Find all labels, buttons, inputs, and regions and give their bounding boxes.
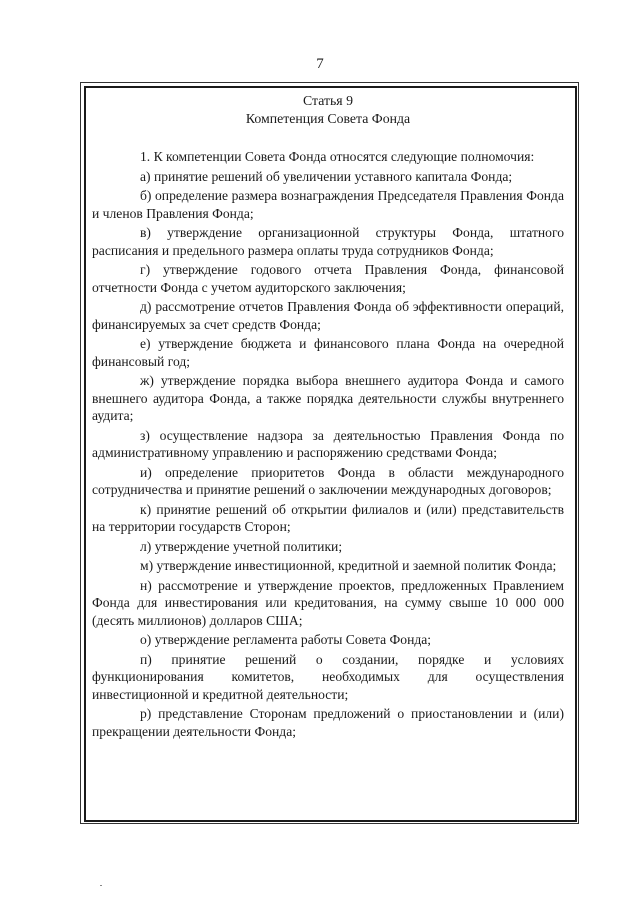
- list-item-i: и) определение приоритетов Фонда в области международного сотрудничества и принятие решений о заключении международных договоров;: [92, 464, 564, 497]
- list-item-b: б) определение размера вознаграждения Председателя Правления Фонда и членов Правления Фонда;: [92, 188, 564, 221]
- list-item-g: г) утверждение годового отчета Правления Фонда, финансовой отчетности Фонда с учетом аудиторского заключения;: [92, 262, 564, 295]
- list-item-d: д) рассмотрение отчетов Правления Фонда об эффективности операций, финансируемых за счет средств Фонда;: [92, 299, 564, 332]
- list-item-a: а) принятие решений об увеличении уставного капитала Фонда;: [140, 168, 513, 184]
- list-item-v: в) утверждение организационной структуры Фонда, штатного расписания и предельного размера оплаты труда сотрудников Фонда;: [92, 225, 564, 258]
- page-number: 7: [316, 56, 324, 72]
- list-item-l: л) утверждение учетной политики;: [140, 538, 343, 554]
- list-item-r: р) представление Сторонам предложений о приостановлении и (или) прекращении деятельности Фонда;: [92, 706, 564, 739]
- list-item-k: к) принятие решений об открытии филиалов и (или) представительств на территории государств Сторон;: [92, 501, 564, 534]
- document-body: [92, 92, 564, 742]
- article-heading: [92, 92, 564, 128]
- article-title: Статья 9: [302, 93, 353, 108]
- list-item-m: м) утверждение инвестиционной, кредитной и заемной политик Фонда;: [140, 558, 557, 573]
- list-item-n: н) рассмотрение и утверждение проектов, предложенных Правлением Фонда для инвестирования или кредитования, на сумму свыше 10 000 000 (десять миллионов) долларов США;: [92, 577, 564, 628]
- list-item-o: о) утверждение регламента работы Совета Фонда;: [140, 632, 432, 647]
- scan-artifact: [100, 885, 102, 886]
- article-subtitle: Компетенция Совета Фонда: [245, 111, 411, 126]
- list-item-p: п) принятие решений о создании, порядке и условиях функционирования комитетов, необходимых для осуществления инвестиционной и кредитной деятельности;: [92, 651, 564, 702]
- list-item-z: з) осуществление надзора за деятельностью Правления Фонда по административному управлению и распоряжению средствами Фонда;: [92, 427, 564, 460]
- paragraph-intro: 1. К компетенции Совета Фонда относятся следующие полномочия:: [140, 149, 535, 164]
- list-item-e: е) утверждение бюджета и финансового плана Фонда на очередной финансовый год;: [92, 336, 564, 369]
- list-item-zh: ж) утверждение порядка выбора внешнего аудитора Фонда и самого внешнего аудитора Фонда, а также порядка деятельности службы внутреннего аудита;: [92, 373, 564, 423]
